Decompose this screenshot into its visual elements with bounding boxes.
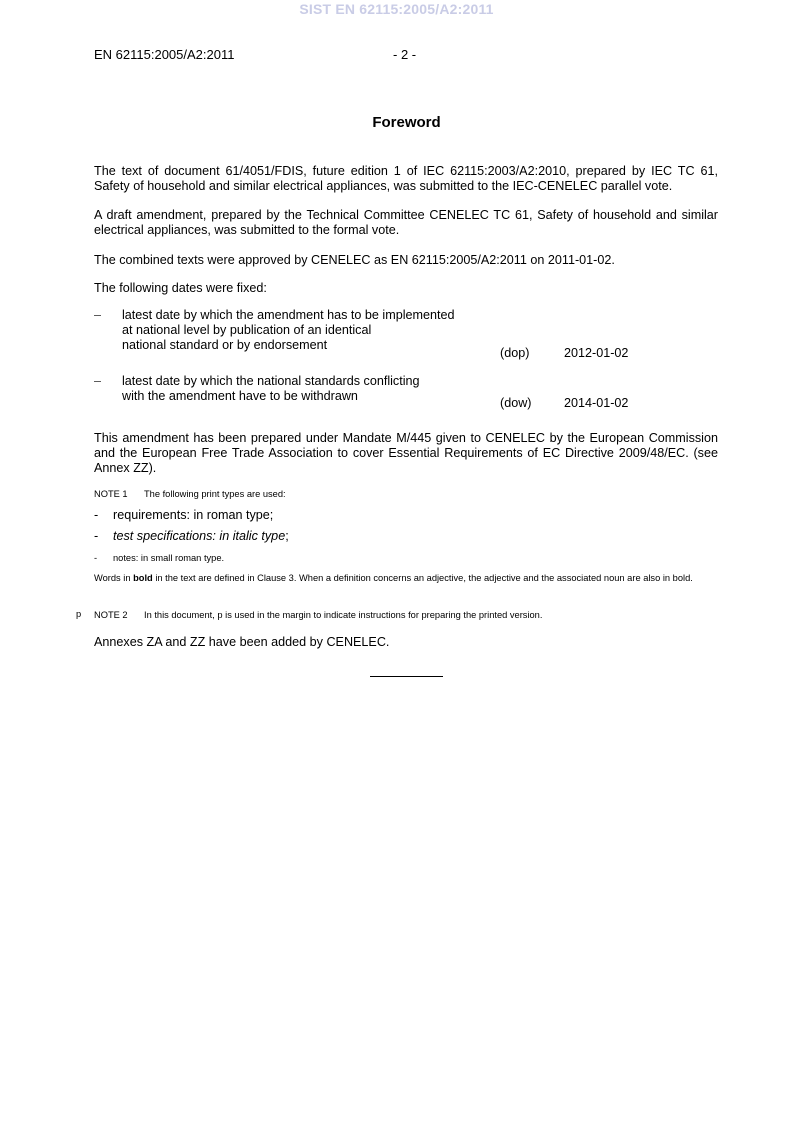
paragraph-dates-intro: The following dates were fixed:	[94, 281, 267, 295]
paragraph-document-text: The text of document 61/4051/FDIS, future edition 1 of IEC 62115:2003/A2:2010, prepared by IEC TC 61, Safety of household and similar electrical appliances, was submitted to the IEC-CENELEC parallel vote.	[94, 164, 718, 193]
date-item-line: national standard or by endorsement	[122, 338, 328, 352]
note-1-text: The following print types are used:	[144, 489, 286, 499]
page-title: Foreword	[372, 114, 441, 131]
list-dash: -	[94, 553, 98, 563]
date-item-line: with the amendment have to be withdrawn	[122, 389, 358, 403]
list-dash: –	[94, 308, 102, 322]
bold-definition-note	[94, 572, 718, 584]
paragraph-draft-amendment: A draft amendment, prepared by the Technical Committee CENELEC TC 61, Safety of household and similar electrical appliances, was submitted to the formal vote.	[94, 208, 718, 237]
margin-mark-p: p	[76, 609, 82, 619]
note-2	[94, 609, 718, 621]
list-dash: -	[94, 508, 99, 522]
date-value: 2014-01-02	[564, 396, 629, 410]
item-suffix: ;	[285, 529, 289, 543]
date-item-line: latest date by which the national standards conflicting	[122, 374, 420, 388]
note-1	[94, 488, 718, 500]
list-dash: –	[94, 374, 102, 388]
end-rule	[370, 676, 443, 677]
print-type-item-test-specs	[113, 529, 289, 543]
date-value: 2012-01-02	[564, 346, 629, 360]
bold-note-prefix: Words in	[94, 573, 134, 583]
note-2-label: NOTE 2	[94, 610, 128, 620]
italic-text: test specifications: in italic type	[113, 529, 286, 543]
paragraph-annexes: Annexes ZA and ZZ have been added by CENELEC.	[94, 635, 390, 649]
header-page-number: - 2 -	[393, 47, 417, 62]
header-doc-id: EN 62115:2005/A2:2011	[94, 47, 235, 62]
print-type-item-notes: notes: in small roman type.	[113, 553, 225, 563]
date-abbr: (dop)	[500, 346, 530, 360]
note-1-label: NOTE 1	[94, 489, 128, 499]
print-type-item-requirements: requirements: in roman type;	[113, 508, 274, 522]
date-abbr: (dow)	[500, 396, 532, 410]
bold-note-suffix: in the text are defined in Clause 3. When a definition concerns an adjective, the adjective and the associated noun are also in bold.	[152, 573, 693, 583]
paragraph-approval: The combined texts were approved by CENELEC as EN 62115:2005/A2:2011 on 2011-01-02.	[94, 253, 615, 267]
note-2-text: In this document, p is used in the margin to indicate instructions for preparing the printed version.	[144, 610, 543, 620]
date-item-line: at national level by publication of an identical	[122, 323, 372, 337]
watermark: SIST EN 62115:2005/A2:2011	[299, 1, 494, 17]
date-item-line: latest date by which the amendment has to be implemented	[122, 308, 455, 322]
paragraph-mandate: This amendment has been prepared under Mandate M/445 given to CENELEC by the European Commission and the European Free Trade Association to cover Essential Requirements of EC Directive 2009/48/EC. (see Annex ZZ).	[94, 431, 718, 475]
bold-word: bold	[133, 573, 153, 583]
list-dash: -	[94, 529, 99, 543]
